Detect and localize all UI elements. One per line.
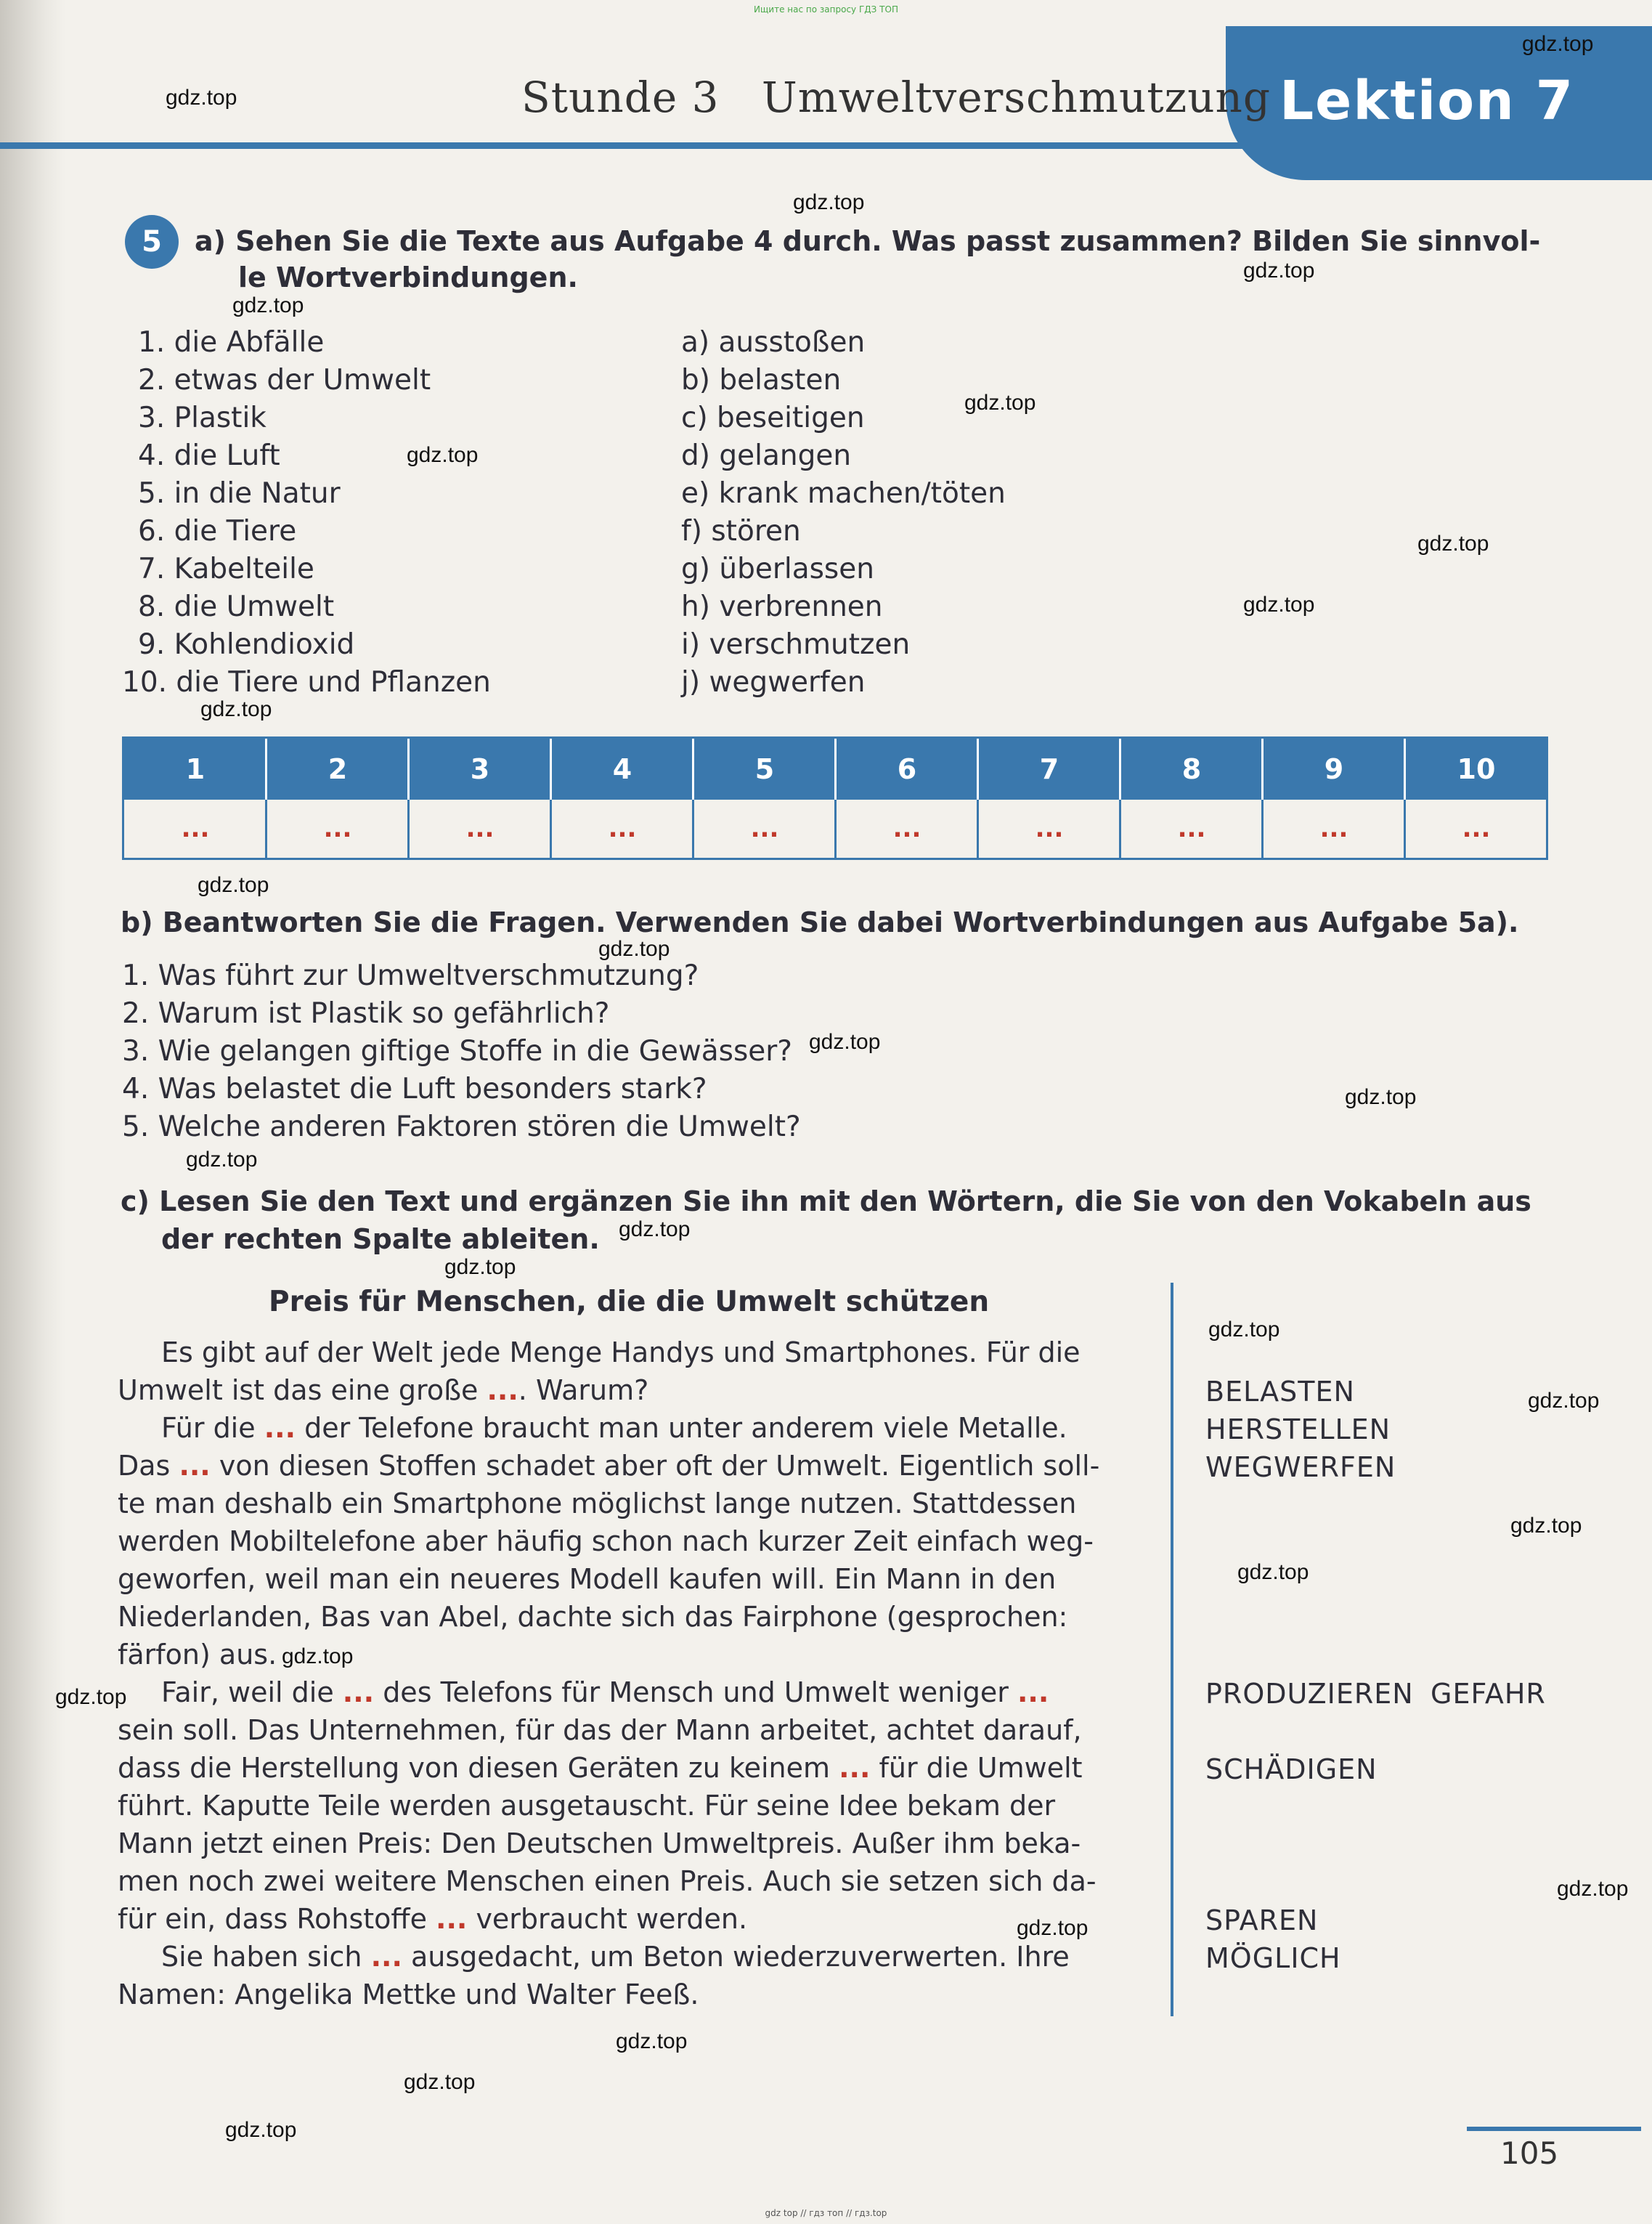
text-line bbox=[118, 1560, 1139, 1598]
watermark: gdz.top bbox=[166, 86, 237, 110]
grid-divider bbox=[407, 800, 410, 858]
gap-dots: ... bbox=[370, 1941, 402, 1973]
grid-answer-cell[interactable]: ... bbox=[1177, 814, 1206, 843]
list-item: 5. in die Natur bbox=[138, 477, 341, 510]
text-span: sein soll. Das Unternehmen, für das der Mann arbeitet, achtet darauf, bbox=[118, 1714, 1082, 1746]
watermark: gdz.top bbox=[282, 1644, 354, 1668]
grid-header-cell: 7 bbox=[1039, 753, 1059, 785]
text-span: für ein, dass Rohstoffe bbox=[118, 1903, 436, 1935]
grid-answer-cell[interactable]: ... bbox=[750, 814, 779, 843]
grid-header-cell: 3 bbox=[470, 753, 490, 785]
side-word: HERSTELLEN bbox=[1205, 1413, 1391, 1445]
list-item: j) wegwerfen bbox=[681, 666, 866, 699]
side-word: GEFAHR bbox=[1431, 1678, 1546, 1710]
gap-dots: ... bbox=[436, 1903, 468, 1935]
list-item: 7. Kabelteile bbox=[138, 553, 314, 585]
text-span: färfon) aus. bbox=[118, 1639, 277, 1671]
gap-dots: ... bbox=[264, 1412, 296, 1444]
list-item: 1. die Abfälle bbox=[138, 326, 325, 359]
watermark: gdz.top bbox=[200, 697, 272, 721]
page-title: Stunde 3 Umweltverschmutzung bbox=[521, 73, 1271, 122]
watermark: gdz.top bbox=[616, 2029, 688, 2053]
text-span: geworfen, weil man ein neueres Modell kaufen will. Ein Mann in den bbox=[118, 1563, 1057, 1595]
watermark: gdz.top bbox=[225, 2118, 297, 2142]
text-line bbox=[118, 1485, 1139, 1522]
watermark: gdz.top bbox=[809, 1030, 881, 1054]
grid-header-cell: 6 bbox=[897, 753, 917, 785]
header-rule bbox=[0, 142, 1278, 149]
side-word: SPAREN bbox=[1205, 1904, 1319, 1936]
watermark: gdz.top bbox=[1417, 532, 1489, 556]
text-line bbox=[118, 1749, 1139, 1787]
task-c-line2: der rechten Spalte ableiten. bbox=[161, 1223, 600, 1255]
list-item: d) gelangen bbox=[681, 439, 852, 472]
grid-divider bbox=[692, 800, 694, 858]
list-item: 3. Plastik bbox=[138, 402, 266, 434]
list-item: e) krank machen/töten bbox=[681, 477, 1006, 510]
grid-answer-cell[interactable]: ... bbox=[1035, 814, 1064, 843]
question-item: 2. Warum ist Plastik so gefährlich? bbox=[122, 997, 610, 1030]
list-item: 9. Kohlendioxid bbox=[138, 628, 355, 661]
text-line bbox=[118, 1598, 1139, 1636]
gap-dots: ... bbox=[487, 1374, 518, 1406]
lektion-label: Lektion 7 bbox=[1279, 70, 1575, 132]
text-line bbox=[118, 1976, 1139, 2013]
watermark: gdz.top bbox=[964, 391, 1036, 415]
grid-divider bbox=[265, 800, 267, 858]
text-line bbox=[118, 1862, 1139, 1900]
text-span: verbraucht werden. bbox=[467, 1903, 748, 1935]
list-item: 10. die Tiere und Pflanzen bbox=[122, 666, 491, 699]
text-body bbox=[118, 1334, 1139, 2013]
watermark: gdz.top bbox=[619, 1217, 691, 1241]
watermark: gdz.top bbox=[793, 190, 865, 214]
watermark: gdz.top bbox=[55, 1685, 127, 1709]
text-line bbox=[118, 1371, 1139, 1409]
task-c-line1: c) Lesen Sie den Text und ergänzen Sie ihn mit den Wörtern, die Sie von den Vokabeln aus bbox=[121, 1185, 1531, 1217]
grid-header-cell: 10 bbox=[1457, 753, 1496, 785]
side-word: WEGWERFEN bbox=[1205, 1451, 1396, 1483]
list-item: b) belasten bbox=[681, 364, 842, 397]
text-line bbox=[118, 1636, 1139, 1673]
task-a-line2: le Wortverbindungen. bbox=[238, 261, 578, 293]
text-span: von diesen Stoffen schadet aber oft der Umwelt. Eigentlich soll- bbox=[210, 1450, 1100, 1482]
question-item: 3. Wie gelangen giftige Stoffe in die Gewässer? bbox=[122, 1035, 792, 1068]
text-span: Für die bbox=[161, 1412, 264, 1444]
grid-divider bbox=[1261, 800, 1264, 858]
watermark: gdz.top bbox=[186, 1148, 258, 1172]
grid-answer-cell[interactable]: ... bbox=[323, 814, 352, 843]
grid-divider bbox=[1119, 800, 1121, 858]
text-line bbox=[118, 1787, 1139, 1825]
exercise-number: 5 bbox=[125, 215, 179, 269]
side-word: SCHÄDIGEN bbox=[1205, 1753, 1378, 1785]
list-item: a) ausstoßen bbox=[681, 326, 866, 359]
list-item: c) beseitigen bbox=[681, 402, 865, 434]
column-divider bbox=[1171, 1283, 1173, 2016]
watermark: gdz.top bbox=[232, 293, 304, 317]
watermark: gdz.top bbox=[1510, 1514, 1582, 1538]
grid-header-cell: 4 bbox=[612, 753, 632, 785]
grid-header-cell: 5 bbox=[754, 753, 775, 785]
text-line bbox=[118, 1447, 1139, 1485]
text-span: des Telefons für Mensch und Umwelt weniger bbox=[374, 1676, 1017, 1708]
watermark: gdz.top bbox=[407, 443, 479, 467]
watermark: gdz.top bbox=[1243, 259, 1315, 283]
gap-dots: ... bbox=[1017, 1676, 1049, 1708]
list-item: 4. die Luft bbox=[138, 439, 280, 472]
watermark: gdz.top bbox=[404, 2070, 476, 2094]
text-span: Das bbox=[118, 1450, 179, 1482]
text-line bbox=[118, 1938, 1139, 1976]
grid-header-cell: 9 bbox=[1324, 753, 1344, 785]
text-line bbox=[118, 1409, 1139, 1447]
task-b: b) Beantworten Sie die Fragen. Verwenden Sie dabei Wortverbindungen aus Aufgabe 5a). bbox=[121, 906, 1519, 938]
question-item: 5. Welche anderen Faktoren stören die Umwelt? bbox=[122, 1111, 801, 1143]
question-item: 1. Was führt zur Umweltverschmutzung? bbox=[122, 959, 699, 992]
left-column-list bbox=[122, 324, 674, 702]
text-heading: Preis für Menschen, die die Umwelt schützen bbox=[269, 1286, 990, 1318]
text-span: men noch zwei weitere Menschen einen Preis. Auch sie setzen sich da- bbox=[118, 1865, 1096, 1897]
gap-dots: ... bbox=[179, 1450, 211, 1482]
gap-dots: ... bbox=[839, 1752, 871, 1784]
text-span: werden Mobiltelefone aber häufig schon nach kurzer Zeit einfach weg- bbox=[118, 1525, 1094, 1557]
watermark: gdz.top bbox=[1243, 593, 1315, 617]
side-word: PRODUZIEREN bbox=[1205, 1678, 1414, 1710]
text-span: der Telefone braucht man unter anderem viele Metalle. bbox=[296, 1412, 1067, 1444]
text-span: te man deshalb ein Smartphone möglichst lange nutzen. Stattdessen bbox=[118, 1488, 1077, 1519]
text-span: dass die Herstellung von diesen Geräten zu keinem bbox=[118, 1752, 839, 1784]
task-a-line1: a) Sehen Sie die Texte aus Aufgabe 4 durch. Was passt zusammen? Bilden Sie sinnvol- bbox=[195, 225, 1541, 257]
grid-divider bbox=[550, 800, 552, 858]
text-line bbox=[118, 1673, 1139, 1711]
side-word: BELASTEN bbox=[1205, 1376, 1355, 1408]
text-span: für die Umwelt bbox=[870, 1752, 1083, 1784]
text-line bbox=[118, 1334, 1139, 1371]
bottom-notice: gdz top // гдз топ // гдз.top bbox=[765, 2208, 887, 2218]
text-span: führt. Kaputte Teile werden ausgetauscht. Für seine Idee bekam der bbox=[118, 1790, 1056, 1822]
grid-answer-cell[interactable]: ... bbox=[181, 814, 210, 843]
page-number-rule bbox=[1467, 2127, 1641, 2131]
list-item: g) überlassen bbox=[681, 553, 874, 585]
watermark: gdz.top bbox=[1557, 1877, 1629, 1901]
text-line bbox=[118, 1711, 1139, 1749]
answer-grid bbox=[122, 736, 1548, 860]
right-column-list bbox=[681, 324, 1262, 702]
watermark: gdz.top bbox=[1237, 1560, 1309, 1584]
text-span: Es gibt auf der Welt jede Menge Handys und Smartphones. Für die bbox=[161, 1336, 1081, 1368]
text-line bbox=[118, 1900, 1139, 1938]
text-span: . Warum? bbox=[518, 1374, 649, 1406]
page-number: 105 bbox=[1500, 2135, 1559, 2171]
questions-list bbox=[122, 957, 921, 1146]
book-spine-shadow bbox=[0, 0, 65, 2224]
top-notice: Ищите нас по запросу ГДЗ ТОП bbox=[754, 4, 898, 15]
grid-divider bbox=[834, 800, 837, 858]
watermark: gdz.top bbox=[444, 1255, 516, 1279]
watermark: gdz.top bbox=[1528, 1389, 1600, 1413]
grid-answer-cell[interactable]: ... bbox=[1462, 814, 1491, 843]
grid-header-cell: 8 bbox=[1181, 753, 1202, 785]
text-span: Namen: Angelika Mettke und Walter Feeß. bbox=[118, 1979, 699, 2010]
text-span: Mann jetzt einen Preis: Den Deutschen Umweltpreis. Außer ihm beka- bbox=[118, 1827, 1081, 1859]
list-item: 2. etwas der Umwelt bbox=[138, 364, 431, 397]
watermark: gdz.top bbox=[1017, 1916, 1089, 1940]
grid-divider bbox=[977, 800, 979, 858]
question-item: 4. Was belastet die Luft besonders stark? bbox=[122, 1073, 707, 1105]
grid-divider bbox=[1404, 800, 1406, 858]
text-line bbox=[118, 1825, 1139, 1862]
list-item: f) stören bbox=[681, 515, 801, 548]
text-span: Umwelt ist das eine große bbox=[118, 1374, 487, 1406]
gap-dots: ... bbox=[342, 1676, 375, 1708]
watermark: gdz.top bbox=[1208, 1318, 1280, 1342]
list-item: 6. die Tiere bbox=[138, 515, 297, 548]
watermark: gdz.top bbox=[198, 873, 269, 897]
watermark: gdz.top bbox=[1345, 1085, 1417, 1109]
text-span: Fair, weil die bbox=[161, 1676, 343, 1708]
side-word: MÖGLICH bbox=[1205, 1942, 1341, 1974]
text-line bbox=[118, 1522, 1139, 1560]
text-span: ausgedacht, um Beton wiederzuverwerten. Ihre bbox=[402, 1941, 1070, 1973]
list-item: 8. die Umwelt bbox=[138, 591, 335, 623]
list-item: i) verschmutzen bbox=[681, 628, 911, 661]
list-item: h) verbrennen bbox=[681, 591, 883, 623]
grid-header-cell: 2 bbox=[327, 753, 348, 785]
grid-answer-cell[interactable]: ... bbox=[608, 814, 637, 843]
text-span: Sie haben sich bbox=[161, 1941, 371, 1973]
watermark: gdz.top bbox=[598, 937, 670, 961]
grid-header-cell: 1 bbox=[185, 753, 206, 785]
grid-answer-cell[interactable]: ... bbox=[465, 814, 495, 843]
grid-answer-cell[interactable]: ... bbox=[1319, 814, 1348, 843]
grid-answer-cell[interactable]: ... bbox=[892, 814, 921, 843]
text-span: Niederlanden, Bas van Abel, dachte sich das Fairphone (gesprochen: bbox=[118, 1601, 1068, 1633]
watermark: gdz.top bbox=[1522, 32, 1594, 56]
